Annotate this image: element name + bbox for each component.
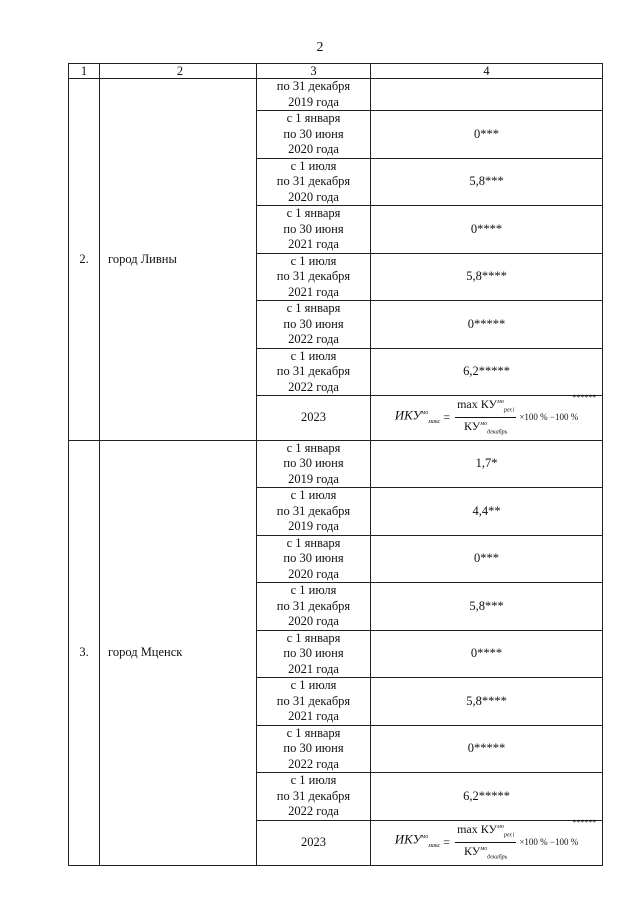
period-line: 2023 (301, 410, 326, 425)
period-line: по 30 июня (283, 741, 344, 756)
period-line: по 31 декабря (276, 269, 351, 283)
formula-num-sub: per.i (503, 407, 515, 414)
header-row (69, 64, 603, 79)
value-cell (371, 393, 603, 441)
period-line: с 1 января (286, 206, 341, 220)
header-col-4: 4 (371, 64, 603, 79)
period-line: по 30 июня (283, 316, 344, 331)
table-row (69, 79, 603, 111)
table-row (69, 440, 603, 488)
period-line: 2022 года (288, 332, 339, 346)
value-cell: 0***** (371, 725, 603, 773)
period-line: по 31 декабря (276, 598, 351, 613)
period-cell (257, 396, 371, 441)
period-cell (257, 488, 371, 536)
period-cell (257, 348, 371, 396)
period-line: 2021 года (288, 709, 339, 724)
formula (394, 393, 597, 440)
period-cell (257, 440, 371, 488)
formula-den-sup: мо (480, 846, 488, 853)
period-line: с 1 июля (290, 348, 337, 363)
formula-footnote: ****** (572, 393, 597, 402)
group-city: город Ливны (100, 79, 257, 441)
tariff-table-body (69, 64, 603, 866)
period-line: 2019 года (288, 471, 339, 486)
period-line: по 30 июня (283, 126, 344, 141)
period-line: с 1 января (286, 535, 341, 550)
period-cell (257, 206, 371, 254)
period-line: 2023 (301, 834, 326, 849)
period-line: 2022 года (288, 379, 339, 394)
page-number: 2 (316, 40, 324, 55)
header-col-3: 3 (257, 64, 371, 79)
formula-fraction (455, 821, 516, 865)
value-cell: 6,2***** (371, 773, 603, 821)
period-cell (257, 301, 371, 349)
period-line: по 31 декабря (276, 79, 351, 93)
value-cell (371, 817, 603, 865)
formula-lhs-sup: мо (421, 409, 429, 416)
formula-tail: ×100 % −100 % (519, 836, 579, 847)
period-line: по 31 декабря (276, 174, 351, 188)
value-cell (371, 79, 603, 111)
period-line: с 1 июля (290, 158, 337, 173)
formula-fraction (455, 396, 516, 440)
value-cell: 6,2***** (371, 348, 603, 396)
period-cell (257, 725, 371, 773)
period-cell (257, 678, 371, 726)
formula-footnote: ****** (572, 817, 597, 827)
period-line: по 31 декабря (276, 788, 351, 803)
formula-eq: = (443, 834, 451, 849)
period-line: 2019 года (288, 94, 339, 109)
period-cell (257, 158, 371, 206)
value-cell: 0*** (371, 111, 603, 159)
formula-lhs: ИКУ (394, 407, 422, 422)
period-cell (257, 535, 371, 583)
period-line: с 1 июля (290, 253, 337, 268)
formula-lhs-sup: мо (421, 834, 429, 841)
period-line: 2020 года (288, 566, 339, 581)
value-cell: 5,8*** (371, 583, 603, 631)
value-cell: 0**** (371, 630, 603, 678)
period-line: с 1 июля (290, 678, 337, 693)
period-line: по 30 июня (283, 646, 344, 661)
group-number: 2. (69, 79, 100, 441)
formula (394, 817, 597, 865)
period-line: с 1 января (286, 630, 341, 645)
value-cell: 4,4** (371, 488, 603, 536)
period-line: по 31 декабря (276, 503, 351, 518)
formula-num: max КУ (457, 397, 497, 411)
formula-eq: = (443, 410, 451, 425)
period-line: с 1 июля (290, 583, 337, 598)
period-line: 2022 года (288, 756, 339, 771)
formula-lhs-sub: макс (428, 418, 441, 425)
formula-num: max КУ (457, 821, 497, 836)
formula-num-sup: мо (496, 823, 504, 830)
formula-den: КУ (464, 419, 481, 434)
formula-lhs: ИКУ (394, 831, 422, 847)
tariff-table (68, 63, 603, 866)
group-city: город Мценск (100, 440, 257, 865)
period-line: 2020 года (288, 189, 339, 204)
formula-tail: ×100 % −100 % (519, 412, 579, 423)
period-line: по 31 декабря (276, 693, 351, 708)
period-line: 2020 года (288, 142, 339, 156)
value-cell: 0**** (371, 206, 603, 254)
formula-den-sub: декабрь (487, 854, 508, 861)
period-line: с 1 января (286, 111, 341, 125)
value-cell: 0***** (371, 301, 603, 349)
period-cell (257, 630, 371, 678)
period-line: 2021 года (288, 661, 339, 676)
period-cell (257, 253, 371, 301)
period-line: с 1 января (286, 725, 341, 740)
period-line: 2022 года (288, 804, 339, 819)
period-cell (257, 773, 371, 821)
period-line: с 1 января (286, 440, 341, 455)
value-cell: 1,7* (371, 440, 603, 488)
formula-lhs-sub: макс (428, 843, 441, 850)
period-line: по 31 декабря (276, 364, 351, 378)
period-line: по 30 июня (283, 221, 344, 236)
period-line: с 1 июля (290, 773, 337, 788)
value-cell: 5,8**** (371, 253, 603, 301)
formula-num-sub: per.i (503, 832, 515, 839)
period-line: 2021 года (288, 237, 339, 251)
formula-den-sup: мо (480, 421, 488, 428)
period-cell (257, 111, 371, 159)
formula-den-sub: декабрь (487, 429, 508, 436)
group-number: 3. (69, 440, 100, 865)
value-cell: 0*** (371, 535, 603, 583)
header-col-2: 2 (100, 64, 257, 79)
period-line: 2020 года (288, 614, 339, 629)
period-cell (257, 583, 371, 631)
period-line: с 1 января (286, 301, 341, 315)
value-cell: 5,8*** (371, 158, 603, 206)
period-line: по 30 июня (283, 456, 344, 471)
formula-den: КУ (464, 844, 481, 859)
period-line: с 1 июля (290, 488, 337, 503)
header-col-1: 1 (69, 64, 100, 79)
period-cell (257, 820, 371, 865)
formula-num-sup: мо (496, 399, 504, 405)
period-line: 2021 года (288, 284, 339, 299)
value-cell: 5,8**** (371, 678, 603, 726)
period-line: 2019 года (288, 519, 339, 534)
period-cell (257, 79, 371, 111)
period-line: по 30 июня (283, 551, 344, 566)
